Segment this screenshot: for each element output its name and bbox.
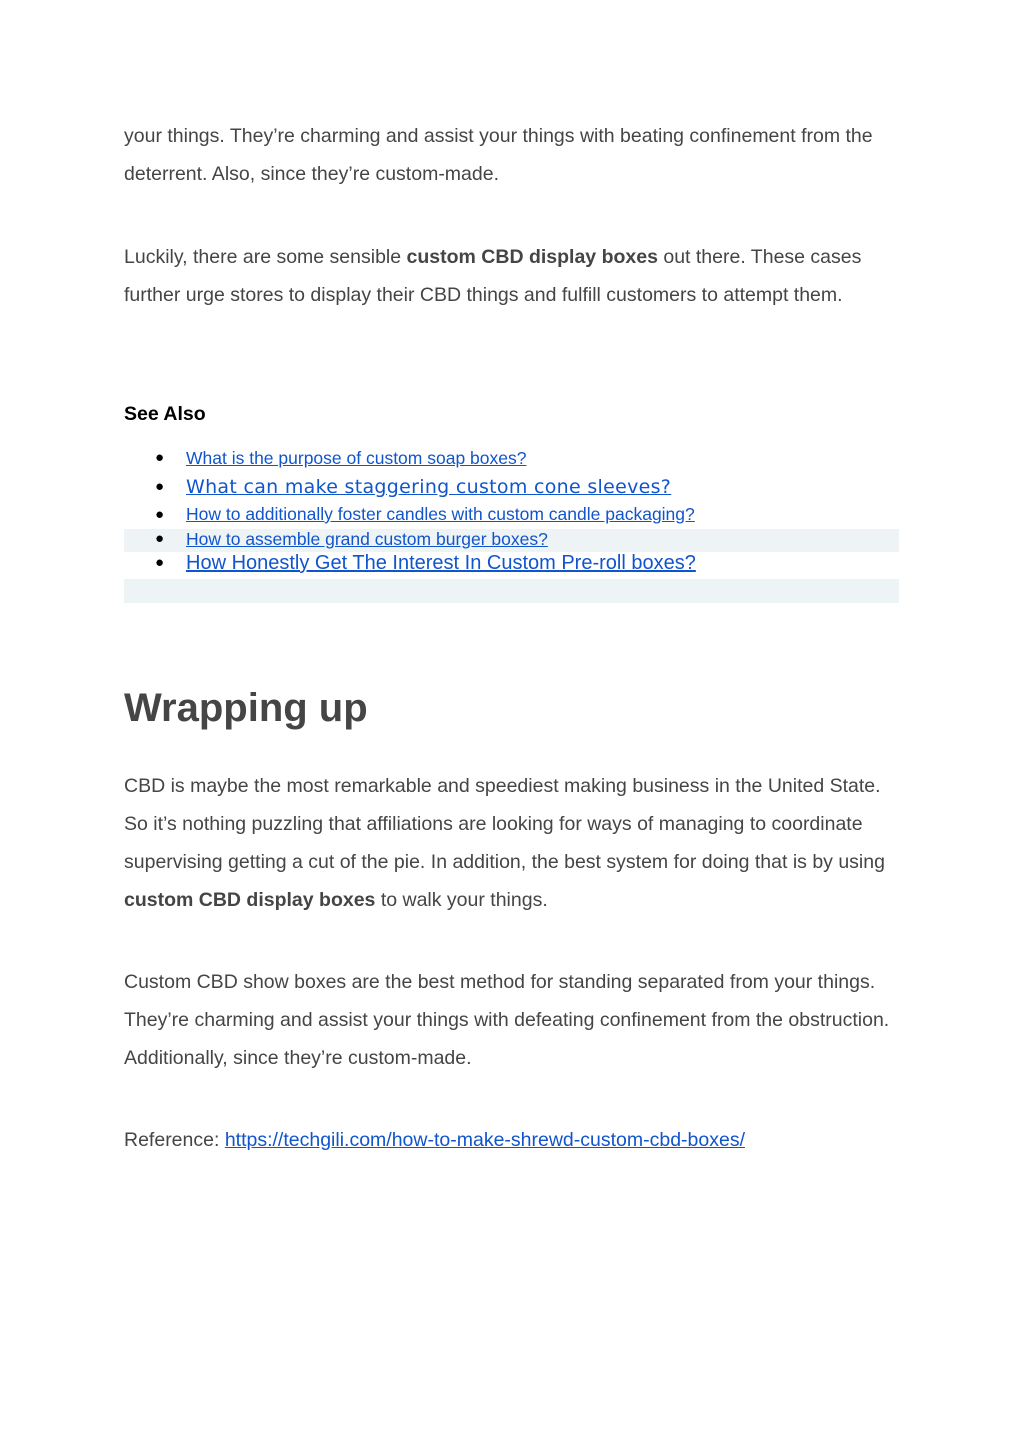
cone-sleeves-link[interactable]: What can make staggering custom cone sleeves? xyxy=(186,476,672,498)
candle-packaging-link[interactable]: How to additionally foster candles with custom candle packaging? xyxy=(186,504,695,524)
list-item xyxy=(124,551,900,575)
pre-roll-boxes-link[interactable]: How Honestly Get The Interest In Custom Pre-roll boxes? xyxy=(186,552,696,574)
highlight-band xyxy=(124,579,899,603)
reference-label: Reference: xyxy=(124,1129,225,1151)
bullet-icon: ● xyxy=(155,554,165,571)
list-item xyxy=(124,472,900,502)
paragraph-text-before: CBD is maybe the most remarkable and speediest making business in the United State. So it’s nothing puzzling that affiliations are looking for ways of managing to coordinate supervising getting a cut of the pie. In addition, the best system for doing that is by using xyxy=(124,775,885,873)
cbd-display-paragraph xyxy=(124,238,900,314)
bullet-icon: ● xyxy=(155,449,165,466)
bullet-icon: ● xyxy=(155,530,165,547)
show-boxes-text: Custom CBD show boxes are the best method for standing separated from your things. They’re charming and assist your things with defeating confinement from the obstruction. Additionally, since they’re custom-made. xyxy=(124,971,890,1069)
intro-paragraph xyxy=(124,117,900,193)
list-item xyxy=(124,527,900,551)
bold-keyword: custom CBD display boxes xyxy=(124,889,376,911)
bold-keyword: custom CBD display boxes xyxy=(406,246,658,268)
list-item xyxy=(124,444,900,472)
see-also-heading: See Also xyxy=(124,403,206,425)
bullet-icon: ● xyxy=(155,506,165,523)
see-also-link-list xyxy=(124,444,900,575)
soap-boxes-link[interactable]: What is the purpose of custom soap boxes? xyxy=(186,448,527,468)
paragraph-text-after: to walk your things. xyxy=(375,889,548,911)
bullet-icon: ● xyxy=(155,478,165,495)
wrapping-up-paragraph xyxy=(124,767,900,919)
burger-boxes-link[interactable]: How to assemble grand custom burger boxes? xyxy=(186,529,548,549)
paragraph-text-before: Luckily, there are some sensible xyxy=(124,246,407,268)
list-item xyxy=(124,502,900,527)
wrapping-up-heading: Wrapping up xyxy=(124,686,368,730)
paragraph-text-after: out there. These cases further urge stores to display their CBD things and fulfill customers to attempt them. xyxy=(124,246,862,306)
intro-paragraph-text: your things. They’re charming and assist your things with beating confinement from the deterrent. Also, since they’re custom-made. xyxy=(124,125,873,185)
reference-link[interactable]: https://techgili.com/how-to-make-shrewd-custom-cbd-boxes/ xyxy=(224,1129,745,1151)
reference-line xyxy=(124,1121,900,1159)
show-boxes-paragraph xyxy=(124,963,900,1077)
